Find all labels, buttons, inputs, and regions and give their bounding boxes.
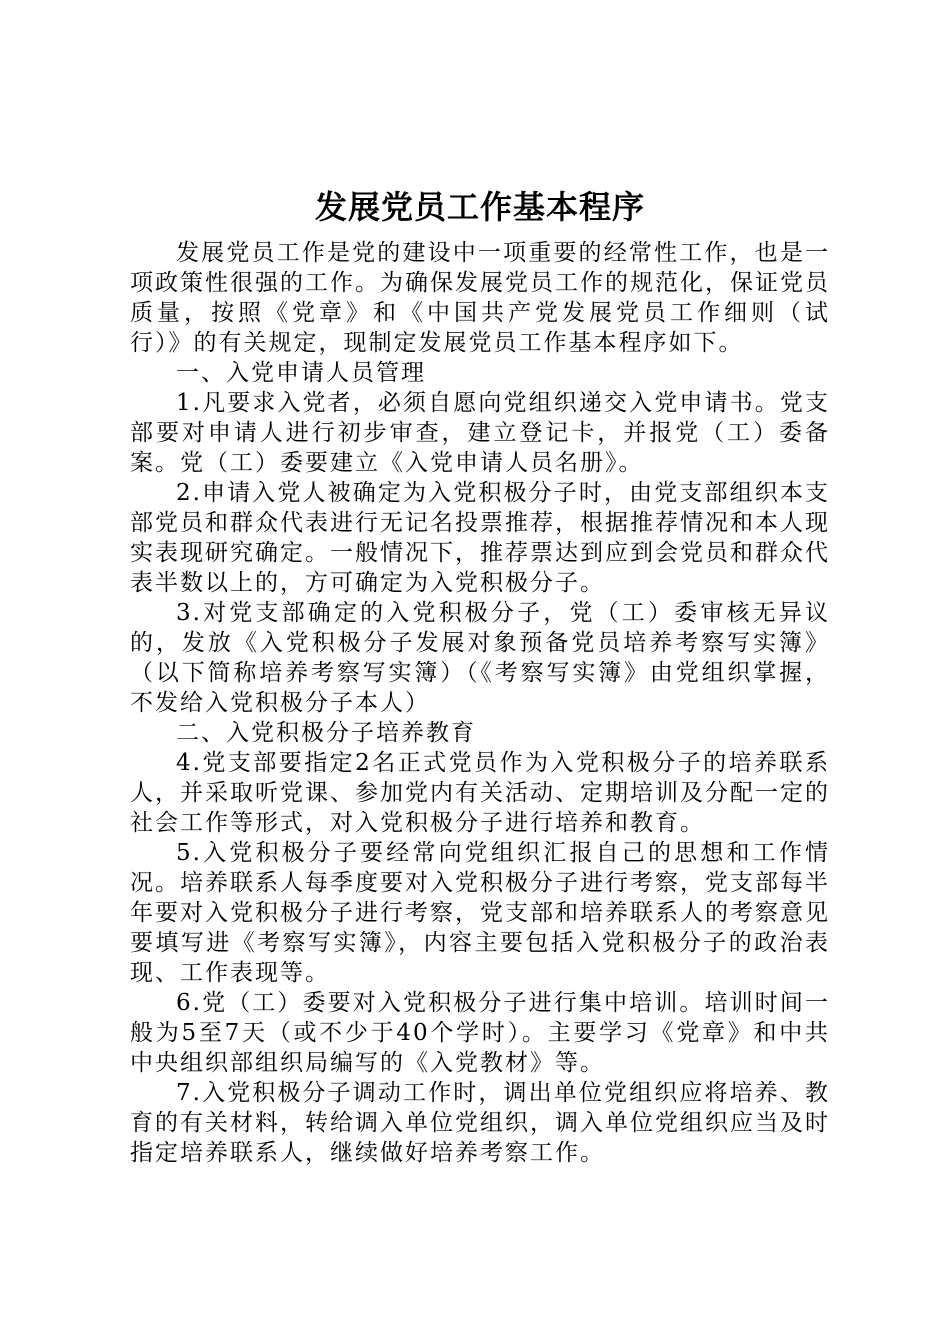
section-heading-2: 二、入党积极分子培养教育	[176, 720, 476, 746]
document-title: 发展党员工作基本程序	[314, 188, 645, 226]
paragraph-item-4: 4.党支部要指定2名正式党员作为入党积极分子的培养联系人，并采取听党课、参加党内有关活动、定期培训及分配一定的社会工作等形式，对入党积极分子进行培养和教育。	[130, 750, 830, 836]
paragraph-item-6: 6.党（工）委要对入党积极分子进行集中培训。培训时间一般为5至7天（或不少于40个学时）。主要学习《党章》和中共中央组织部组织局编写的《入党教材》等。	[130, 990, 830, 1076]
paragraph-item-2: 2.申请入党人被确定为入党积极分子时，由党支部组织本支部党员和群众代表进行无记名投票推荐，根据推荐情况和本人现实表现研究确定。一般情况下，推荐票达到应到会党员和群众代表半数以上的，方可确定为入党积极分子。	[130, 480, 830, 596]
paragraph-item-5: 5.入党积极分子要经常向党组织汇报自己的思想和工作情况。培养联系人每季度要对入党积极分子进行考察，党支部每半年要对入党积极分子进行考察，党支部和培养联系人的考察意见要填写进《考察写实簿》，内容主要包括入党积极分子的政治表现、工作表现等。	[130, 840, 830, 986]
paragraph-item-1: 1.凡要求入党者，必须自愿向党组织递交入党申请书。党支部要对申请人进行初步审查，建立登记卡，并报党（工）委备案。党（工）委要建立《入党申请人员名册》。	[130, 390, 830, 476]
paragraph-item-7: 7.入党积极分子调动工作时，调出单位党组织应将培养、教育的有关材料，转给调入单位党组织，调入单位党组织应当及时指定培养联系人，继续做好培养考察工作。	[130, 1080, 830, 1166]
section-heading-1: 一、入党申请人员管理	[176, 360, 426, 386]
document-page	[130, 184, 830, 1168]
intro-paragraph: 发展党员工作是党的建设中一项重要的经常性工作，也是一项政策性很强的工作。为确保发展党员工作的规范化，保证党员质量，按照《党章》和《中国共产党发展党员工作细则（试行）》的有关规定，现制定发展党员工作基本程序如下。	[130, 240, 830, 356]
paragraph-item-3: 3.对党支部确定的入党积极分子，党（工）委审核无异议的，发放《入党积极分子发展对象预备党员培养考察写实簿》（以下简称培养考察写实簿）（《考察写实簿》由党组织掌握，不发给入党积极分子本人）	[130, 600, 830, 716]
